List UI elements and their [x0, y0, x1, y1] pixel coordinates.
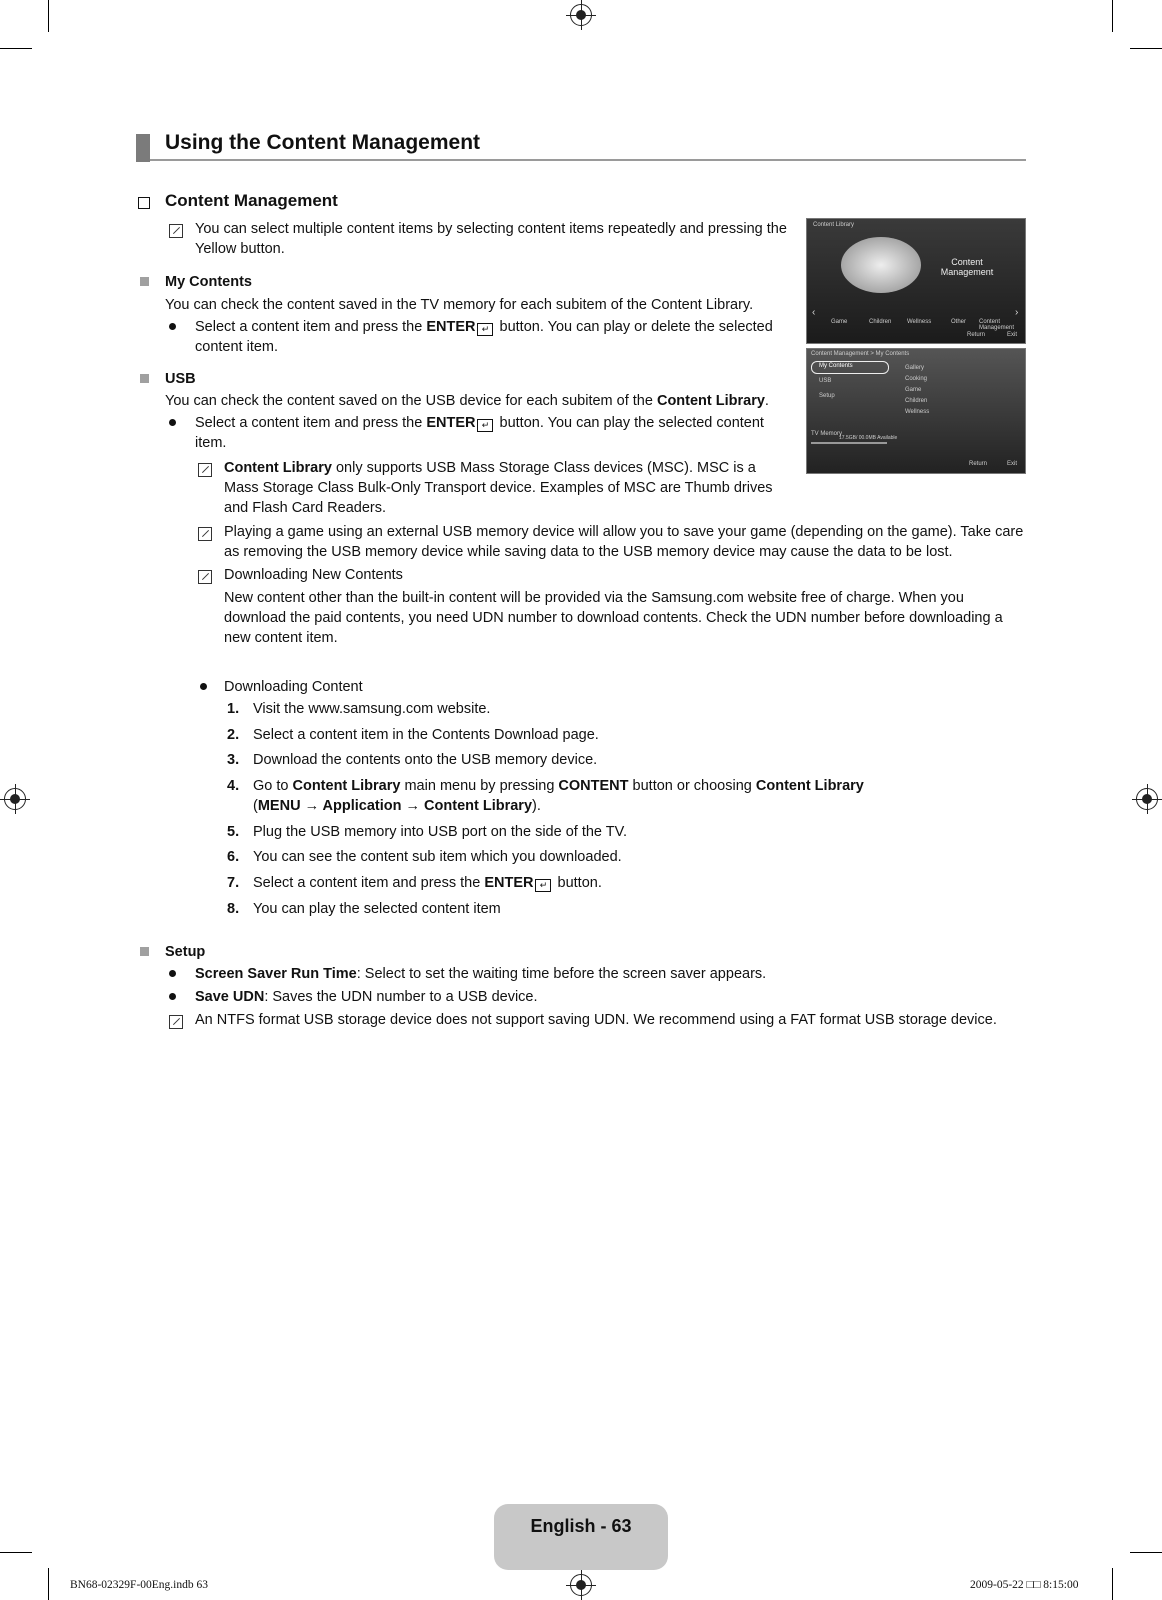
setup-note: An NTFS format USB storage device does not support saving UDN. We recommend using a FAT format USB storage device. [195, 1012, 997, 1028]
bullet-icon [169, 419, 176, 426]
screen-icon-label: Children [869, 319, 892, 325]
registration-mark-icon [1136, 788, 1158, 810]
title-marker [136, 134, 150, 162]
screen-menu-item: USB [819, 378, 832, 384]
screen-exit: Exit [1007, 332, 1018, 338]
screen-list-item: Gallery [905, 365, 925, 371]
usb-note-msc: Content Library only supports USB Mass Storage Class devices (MSC). MSC is a Mass Storage Class Bulk-Only Transport device. Examples of MSC are Thumb drives and Flash Card Readers. [224, 460, 773, 516]
step-number: 3. [227, 752, 240, 768]
screen-memory-value: 17.5GB/ 00.0MB Available [839, 435, 898, 441]
bullet-icon [169, 970, 176, 977]
step-number: 5. [227, 824, 240, 840]
my-contents-bullet: Select a content item and press the ENTER ↵ button. You can play or delete the selected content item. [195, 319, 773, 355]
enter-icon: ↵ [535, 879, 551, 892]
usb-text: You can check the content saved on the USB device for each subitem of the Content Library. [165, 393, 769, 409]
setup-item-screensaver: Screen Saver Run Time: Select to set the waiting time before the screen saver appears. [195, 966, 767, 982]
chevron-right-icon: › [1015, 307, 1019, 318]
screen-menu-item: Setup [819, 393, 835, 399]
section-title: Content Management [165, 191, 338, 210]
step-number: 1. [227, 701, 240, 717]
step-number: 2. [227, 727, 240, 743]
setup-heading: Setup [165, 944, 206, 960]
screen-memory-label: TV Memory [811, 431, 843, 437]
www-logo-icon [841, 237, 921, 293]
title-rule [150, 159, 1026, 161]
footer-timestamp: 2009-05-22 □□ 8:15:00 [970, 1579, 1079, 1591]
step-text: Visit the www.samsung.com website. [253, 701, 491, 717]
step-text: You can see the content sub item which you downloaded. [253, 849, 622, 865]
registration-mark-icon [570, 4, 592, 26]
usb-bullet: Select a content item and press the ENTER ↵ button. You can play the selected content item. [195, 415, 764, 451]
usb-note-game: Playing a game using an external USB memory device will allow you to save your game (depending on the game). Take care as removing the USB memory device while saving data to the USB memory device may cause the data to be lost. [224, 524, 1024, 560]
setup-item-udn: Save UDN: Saves the UDN number to a USB device. [195, 989, 538, 1005]
downloading-label: Downloading Content [224, 679, 363, 695]
screen-list-item: Children [905, 398, 928, 404]
square-bullet-icon [140, 947, 149, 956]
note-icon [169, 224, 183, 238]
screen-header: Content Library [813, 222, 855, 228]
screen-menu-item: My Contents [819, 363, 853, 369]
step-number: 7. [227, 875, 240, 891]
bullet-icon [169, 993, 176, 1000]
screen-list-item: Cooking [905, 376, 928, 382]
bullet-icon [169, 323, 176, 330]
note-icon [169, 1015, 183, 1029]
registration-mark-icon [4, 788, 26, 810]
square-bullet-icon [140, 374, 149, 383]
page-title: Using the Content Management [165, 131, 481, 154]
screen-header: Content Management > My Contents [811, 351, 910, 357]
section-checkbox-icon [138, 197, 150, 209]
step-number: 6. [227, 849, 240, 865]
screen-exit: Exit [1007, 461, 1018, 467]
usb-note-download-text: New content other than the built-in content will be provided via the Samsung.com website free of charge. When you download the paid contents, you need UDN number to download contents. Check the UDN number before downloading a new content item. [224, 590, 1003, 646]
chevron-left-icon: ‹ [812, 307, 816, 318]
enter-icon: ↵ [477, 323, 493, 336]
screen-icon-label: Other [951, 319, 967, 325]
enter-icon: ↵ [477, 419, 493, 432]
step-text: Plug the USB memory into USB port on the side of the TV. [253, 824, 627, 840]
step-text: Select a content item and press the ENTER ↵ button. [253, 875, 602, 891]
screen-list-item: Game [905, 387, 922, 393]
note-icon [198, 463, 212, 477]
memory-bar [811, 442, 887, 444]
step-number: 8. [227, 901, 240, 917]
my-contents-heading: My Contents [165, 274, 252, 290]
screen-list-item: Wellness [905, 409, 930, 415]
content-library-screenshot [806, 218, 1026, 344]
screen-icon-label: Wellness [907, 319, 932, 325]
step-text: You can play the selected content item [253, 901, 501, 917]
page-number-tab [494, 1504, 668, 1570]
step-text: Go to Content Library main menu by pressing CONTENT button or choosing Content Library (MENU → Application → Content Library). [253, 778, 864, 814]
my-contents-screenshot [806, 348, 1026, 474]
screen-icon-label: Content Management [979, 319, 1015, 331]
note-icon [198, 527, 212, 541]
footer-file: BN68-02329F-00Eng.indb 63 [70, 1579, 208, 1591]
screen-center-label: Content Management [940, 257, 994, 277]
screen-return: Return [969, 461, 988, 467]
step-text: Select a content item in the Contents Download page. [253, 727, 599, 743]
bullet-icon [200, 683, 207, 690]
note-icon [198, 570, 212, 584]
step-number: 4. [227, 778, 240, 794]
screen-icon-label: Game [831, 319, 848, 325]
my-contents-text: You can check the content saved in the TV memory for each subitem of the Content Library. [165, 297, 754, 313]
screen-return: Return [967, 332, 986, 338]
square-bullet-icon [140, 277, 149, 286]
page-number: English - 63 [530, 1516, 632, 1536]
usb-heading: USB [165, 371, 196, 387]
registration-mark-icon [570, 1574, 592, 1596]
intro-note: You can select multiple content items by selecting content items repeatedly and pressing the Yellow button. [195, 221, 787, 257]
usb-note-download-title: Downloading New Contents [224, 567, 403, 583]
step-text: Download the contents onto the USB memory device. [253, 752, 598, 768]
